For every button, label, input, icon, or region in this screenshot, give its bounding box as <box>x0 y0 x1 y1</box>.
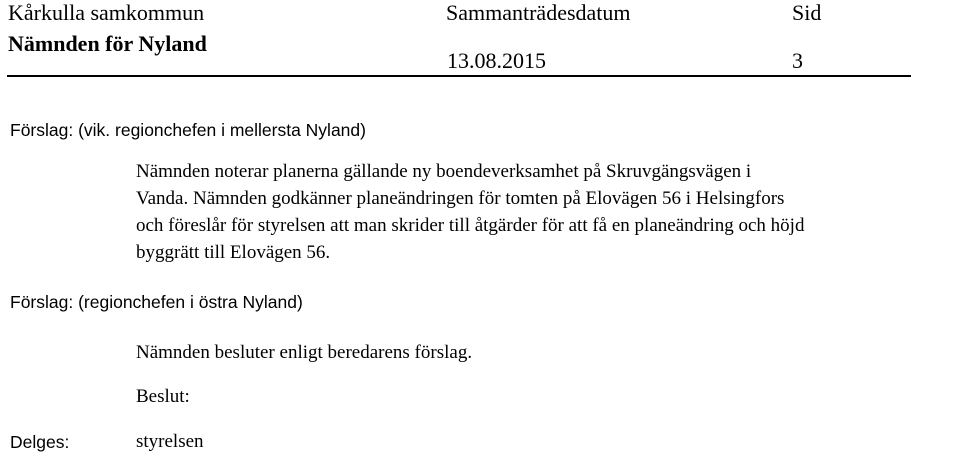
header-divider <box>7 75 911 77</box>
committee-name: Nämnden för Nyland <box>8 31 207 56</box>
page-label: Sid <box>792 0 822 25</box>
organization-name: Kårkulla samkommun <box>8 0 205 25</box>
proposal-line: Vanda. Nämnden godkänner planeändringen för tomten på Elovägen 56 i Helsingfors <box>136 188 785 209</box>
proposal-line: och föreslår för styrelsen att man skrider till åtgärder för att få en planeändring och höjd <box>136 215 805 236</box>
meeting-date-label: Sammanträdesdatum <box>446 0 631 25</box>
proposal-body-1 <box>136 158 960 266</box>
proposal-heading-2: Förslag: (regionchefen i östra Nyland) <box>10 292 303 312</box>
proposal-line: byggrätt till Elovägen 56. <box>136 242 331 263</box>
proposal-heading-1: Förslag: (vik. regionchefen i mellersta Nyland) <box>10 120 366 140</box>
distribution-value: styrelsen <box>136 431 204 452</box>
proposal-line: Nämnden noterar planerna gällande ny boendeverksamhet på Skruvgängsvägen i <box>136 161 752 182</box>
meeting-date: 13.08.2015 <box>447 48 546 73</box>
proposal-body-2: Nämnden besluter enligt beredarens förslag. <box>136 342 473 363</box>
decision-label: Beslut: <box>136 386 190 407</box>
distribution-label: Delges: <box>10 432 70 452</box>
page-number: 3 <box>792 48 803 73</box>
